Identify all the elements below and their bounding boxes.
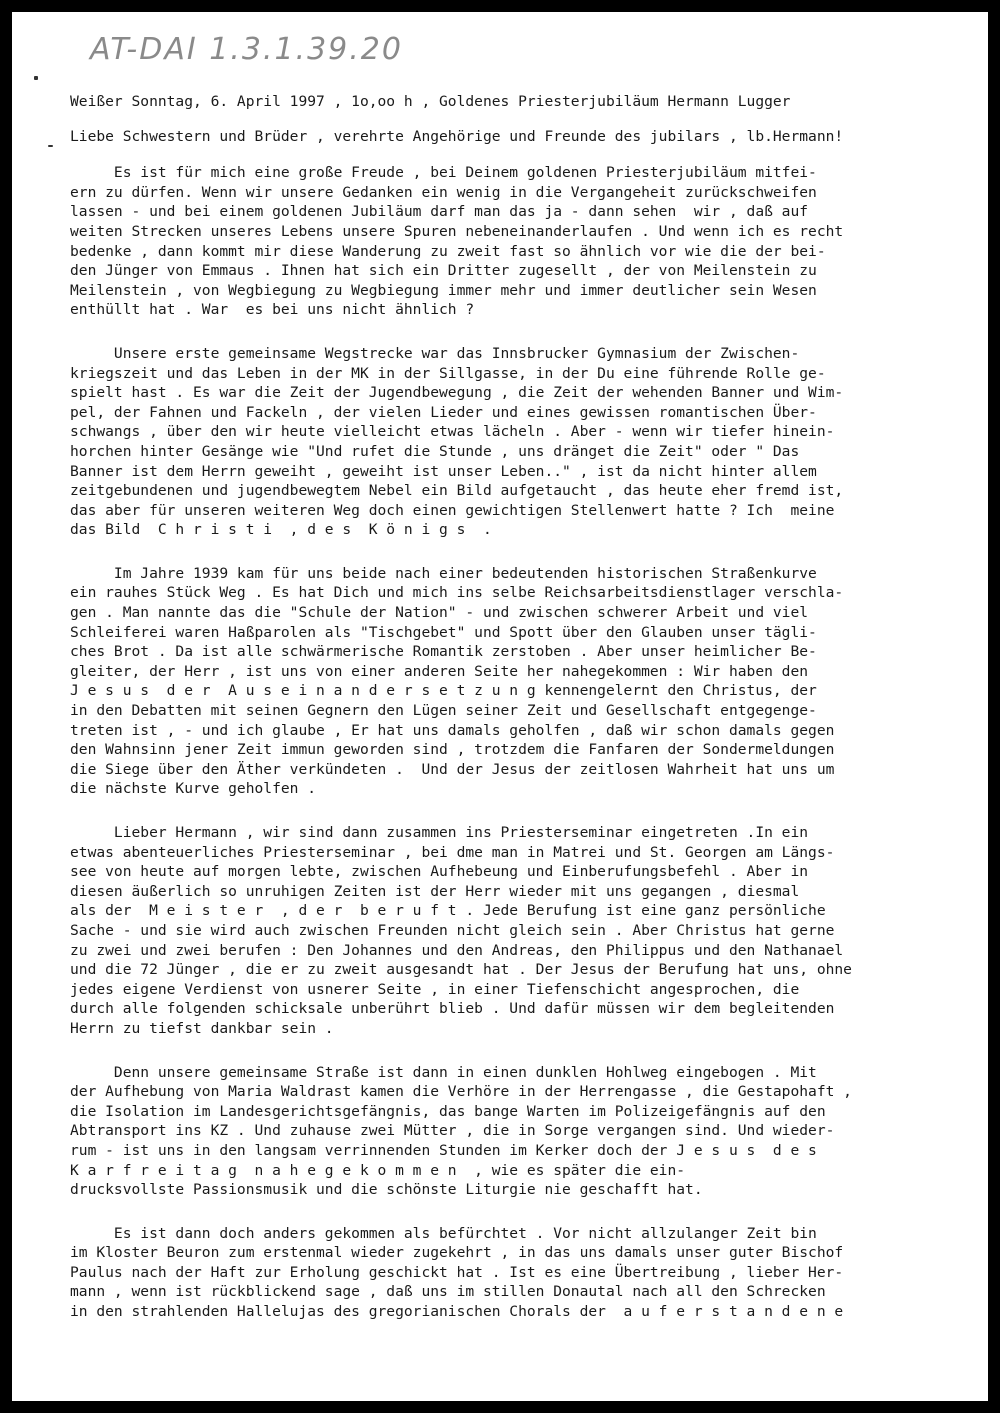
text-line: zu zwei und zwei berufen : Den Johannes und den Andreas, den Philippus und den Nathanael <box>70 941 844 959</box>
text-line: Meilenstein , von Wegbiegung zu Wegbiegung immer mehr und immer deutlicher sein Wesen <box>70 281 817 299</box>
text-line: gen . Man nannte das die "Schule der Nation" - und zwischen schwerer Arbeit und viel <box>70 604 809 622</box>
paragraph <box>70 344 960 540</box>
text-line: J e s u s d e r A u s e i n a n d e r s e t z u n g kennengelernt den Christus, der <box>70 682 817 700</box>
text-line: kriegszeit und das Leben in der MK in der Sillgasse, in der Du eine führende Rolle ge- <box>70 364 826 382</box>
text-line: bedenke , dann kommt mir diese Wanderung zu zweit fast so ähnlich vor wie die der bei- <box>70 242 826 260</box>
letter-body <box>70 92 960 1346</box>
margin-mark <box>34 76 38 80</box>
text-line: Herrn zu tiefst dankbar sein . <box>70 1019 334 1037</box>
text-line: Paulus nach der Haft zur Erholung geschickt hat . Ist es eine Übertreibung , lieber Her- <box>70 1263 844 1281</box>
text-line: den Jünger von Emmaus . Ihnen hat sich ein Dritter zugesellt , der von Meilenstein zu <box>70 262 817 280</box>
text-line: Denn unsere gemeinsame Straße ist dann in einen dunklen Hohlweg eingebogen . Mit <box>70 1063 817 1081</box>
paragraph <box>70 823 960 1039</box>
paragraph <box>70 163 960 320</box>
paragraph <box>70 564 960 799</box>
text-line: schwangs , über den wir heute vielleicht etwas lächeln . Aber - wenn wir tiefer hinein- <box>70 423 835 441</box>
text-line: in den Debatten mit seinen Gegnern den Lügen seiner Zeit und Gesellschaft entgegenge- <box>70 702 817 720</box>
paragraph <box>70 1224 960 1322</box>
text-line: mann , wenn ist rückblickend sage , daß uns im stillen Donautal nach all den Schrecken <box>70 1283 826 1301</box>
text-line: Abtransport ins KZ . Und zuhause zwei Mütter , die in Sorge vergangen sind. Und wieder- <box>70 1122 835 1140</box>
text-line: das Bild C h r i s t i , d e s K ö n i g s . <box>70 521 492 539</box>
text-line: der Aufhebung von Maria Waldrast kamen die Verhöre in der Herrengasse , die Gestapohaft , <box>70 1083 852 1101</box>
text-line: rum - ist uns in den langsam verrinnenden Stunden im Kerker doch der J e s u s d e s <box>70 1141 817 1159</box>
text-line: Banner ist dem Herrn geweiht , geweiht ist unser Leben.." , ist da nicht hinter allem <box>70 462 817 480</box>
text-line: ein rauhes Stück Weg . Es hat Dich und mich ins selbe Reichsarbeitsdienstlager verschla- <box>70 584 844 602</box>
text-line: die nächste Kurve geholfen . <box>70 780 317 798</box>
text-line: Es ist dann doch anders gekommen als befürchtet . Vor nicht allzulanger Zeit bin <box>70 1224 817 1242</box>
text-line: gleiter, der Herr , ist uns von einer anderen Seite her nahegekommen : Wir haben den <box>70 662 809 680</box>
letter-paragraphs <box>70 163 960 1321</box>
text-line: treten ist , - und ich glaube , Er hat uns damals geholfen , daß wir schon damals gegen <box>70 721 835 739</box>
text-line: spielt hast . Es war die Zeit der Jugendbewegung , die Zeit der wehenden Banner und Wim- <box>70 384 844 402</box>
text-line: zeitgebundenen und jugendbewegtem Nebel ein Bild aufgetaucht , das heute eher fremd ist, <box>70 482 844 500</box>
letter-salutation: Liebe Schwestern und Brüder , verehrte Angehörige und Freunde des jubilars , lb.Hermann! <box>70 127 844 145</box>
text-line: in den strahlenden Hallelujas des gregorianischen Chorals der a u f e r s t a n d e n e <box>70 1303 844 1321</box>
text-line: im Kloster Beuron zum erstenmal wieder zugekehrt , in das uns damals unser guter Bischof <box>70 1244 844 1262</box>
text-line: jedes eigene Verdienst von usnerer Seite , in einer Tiefenschicht angesprochen, die <box>70 980 800 998</box>
text-line: enthüllt hat . War es bei uns nicht ähnlich ? <box>70 301 475 319</box>
text-line: ern zu dürfen. Wenn wir unsere Gedanken ein wenig in die Vergangeheit zurückschweifen <box>70 183 817 201</box>
paragraph <box>70 1063 960 1200</box>
text-line: lassen - und bei einem goldenen Jubiläum darf man das ja - dann sehen wir , daß auf <box>70 203 809 221</box>
text-line: die Isolation im Landesgerichtsgefängnis, das bange Warten im Polizeigefängnis auf den <box>70 1102 826 1120</box>
text-line: den Wahnsinn jener Zeit immun geworden sind , trotzdem die Fanfaren der Sondermeldungen <box>70 741 835 759</box>
text-line: und die 72 Jünger , die er zu zweit ausgesandt hat . Der Jesus der Berufung hat uns, ohne <box>70 961 852 979</box>
text-line: see von heute auf morgen lebte, zwischen Aufhebeung und Einberufungsbefehl . Aber in <box>70 863 809 881</box>
text-line: K a r f r e i t a g n a h e g e k o m m e n , wie es später die ein- <box>70 1161 686 1179</box>
letter-header: Weißer Sonntag, 6. April 1997 , 1o,oo h , Goldenes Priesterjubiläum Hermann Lugger <box>70 93 791 110</box>
document-page <box>12 12 988 1401</box>
text-line: Lieber Hermann , wir sind dann zusammen ins Priesterseminar eingetreten .In ein <box>70 824 809 841</box>
text-line: ches Brot . Da ist alle schwärmerische Romantik zerstoben . Aber unser heimlicher Be- <box>70 643 817 661</box>
text-line: das aber für unseren weiteren Weg doch einen gewichtigen Stellenwert hatte ? Ich meine <box>70 501 835 519</box>
text-line: durch alle folgenden schicksale unberührt blieb . Und dafür müssen wir dem begleitenden <box>70 1000 835 1018</box>
text-line: Im Jahre 1939 kam für uns beide nach einer bedeutenden historischen Straßenkurve <box>70 564 817 582</box>
text-line: drucksvollste Passionsmusik und die schönste Liturgie nie geschafft hat. <box>70 1181 703 1199</box>
text-line: weiten Strecken unseres Lebens unsere Spuren nebeneinanderlaufen . Und wenn ich es recht <box>70 222 844 240</box>
text-line: Schleiferei waren Haßparolen als "Tischgebet" und Spott über den Glauben unser tägli- <box>70 623 817 641</box>
text-line: diesen äußerlich so unruhigen Zeiten ist der Herr wieder mit uns gegangen , diesmal <box>70 882 800 900</box>
text-line: horchen hinter Gesänge wie "Und rufet die Stunde , uns dränget die Zeit" oder " Das <box>70 442 800 460</box>
text-line: Unsere erste gemeinsame Wegstrecke war das Innsbrucker Gymnasium der Zwischen- <box>70 344 800 362</box>
text-line: Es ist für mich eine große Freude , bei Deinem goldenen Priesterjubiläum mitfei- <box>70 164 817 182</box>
text-line: als der M e i s t e r , d e r b e r u f t . Jede Berufung ist eine ganz persönliche <box>70 902 826 920</box>
text-line: etwas abenteuerliches Priesterseminar , bei dme man in Matrei und St. Georgen am Längs- <box>70 843 835 861</box>
text-line: die Siege über den Äther verkündeten . Und der Jesus der zeitlosen Wahrheit hat uns um <box>70 760 835 778</box>
text-line: pel, der Fahnen und Fackeln , der vielen Lieder und eines gewissen romantischen Über- <box>70 403 817 421</box>
margin-mark <box>48 145 53 147</box>
text-line: Sache - und sie wird auch zwischen Freunden nicht gleich sein . Aber Christus hat gerne <box>70 921 835 939</box>
archive-reference-handwritten: AT-DAI 1.3.1.39.20 <box>90 32 403 67</box>
